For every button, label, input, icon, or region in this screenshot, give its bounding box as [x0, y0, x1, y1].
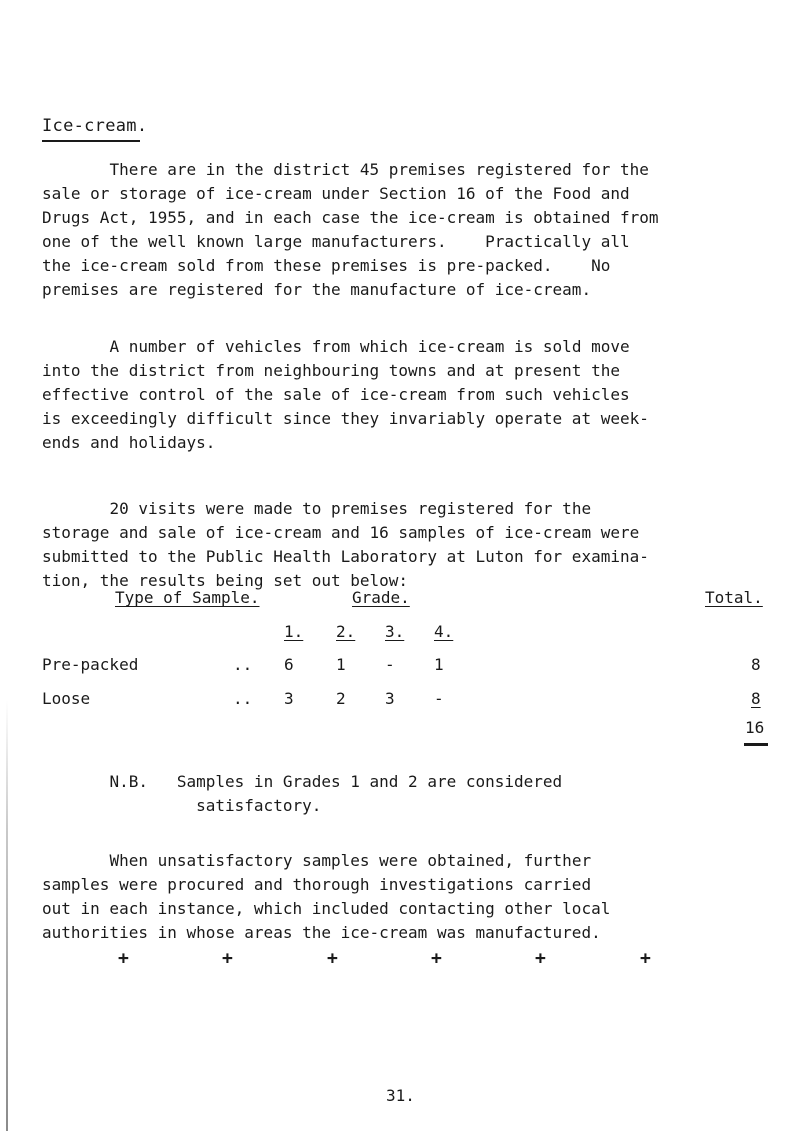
grade-number-3: 3. — [385, 622, 405, 641]
header-type-of-sample: Type of Sample. — [115, 588, 260, 607]
header-total: Total. — [705, 588, 763, 607]
separator-plus-icon: + — [431, 948, 442, 969]
cell-loose-total: 8 — [751, 689, 761, 708]
grade-number-2: 2. — [336, 622, 356, 641]
scan-edge-shadow — [6, 700, 8, 1131]
separator-plus-icon: + — [640, 948, 651, 969]
cell-pre-packed-total: 8 — [751, 655, 761, 674]
cell-pre-packed-grade-3: - — [385, 655, 395, 674]
row-leader-dots: .. — [233, 655, 253, 674]
note-satisfactory-grades: N.B. Samples in Grades 1 and 2 are considered satisfactory. — [109, 772, 563, 815]
grade-number-1: 1. — [284, 622, 304, 641]
section-separator — [0, 948, 801, 970]
row-leader-dots: .. — [233, 689, 253, 708]
separator-plus-icon: + — [327, 948, 338, 969]
paragraph-investigations: When unsatisfactory samples were obtained, further samples were procured and thorough investigations carried out in each instance, which included contacting other local authorities in whose areas the ice-cream was manufactured. — [42, 851, 611, 942]
section-heading: Ice-cream. — [42, 116, 148, 136]
cell-pre-packed-grade-1: 6 — [284, 655, 294, 674]
paragraph-visits: 20 visits were made to premises registered for the storage and sale of ice-cream and 16 samples of ice-cream were submitted to the Public Health Laboratory at Luton for examina- tion, the results being set out below: — [42, 499, 649, 590]
cell-loose-grade-1: 3 — [284, 689, 294, 708]
cell-grand-total: 16 — [745, 718, 765, 737]
cell-loose-grade-4: - — [434, 689, 444, 708]
paragraph-premises: There are in the district 45 premises registered for the sale or storage of ice-cream under Section 16 of the Food and Drugs Act, 1955, and in each case the ice-cream is obtained from one of the well known large manufacturers. Practically all the ice-cream sold from these premises is pre-packed. No premises are registered for the manufacture of ice-cream. — [42, 160, 659, 299]
cell-loose-grade-3: 3 — [385, 689, 395, 708]
separator-plus-icon: + — [222, 948, 233, 969]
separator-plus-icon: + — [535, 948, 546, 969]
cell-pre-packed-grade-4: 1 — [434, 655, 444, 674]
grand-total-rule — [744, 743, 768, 746]
paragraph-vehicles: A number of vehicles from which ice-cream is sold move into the district from neighbouring towns and at present the effective control of the sale of ice-cream from such vehicles is exceedingly difficult since they invariably operate at week- ends and holidays. — [42, 337, 649, 452]
heading-underline — [42, 140, 140, 142]
separator-plus-icon: + — [118, 948, 129, 969]
header-grade: Grade. — [352, 588, 410, 607]
row-label-loose: Loose — [42, 689, 91, 708]
grade-number-4: 4. — [434, 622, 454, 641]
row-label-pre-packed: Pre-packed — [42, 655, 139, 674]
cell-pre-packed-grade-2: 1 — [336, 655, 346, 674]
page-number: 31. — [386, 1086, 415, 1105]
cell-loose-grade-2: 2 — [336, 689, 346, 708]
